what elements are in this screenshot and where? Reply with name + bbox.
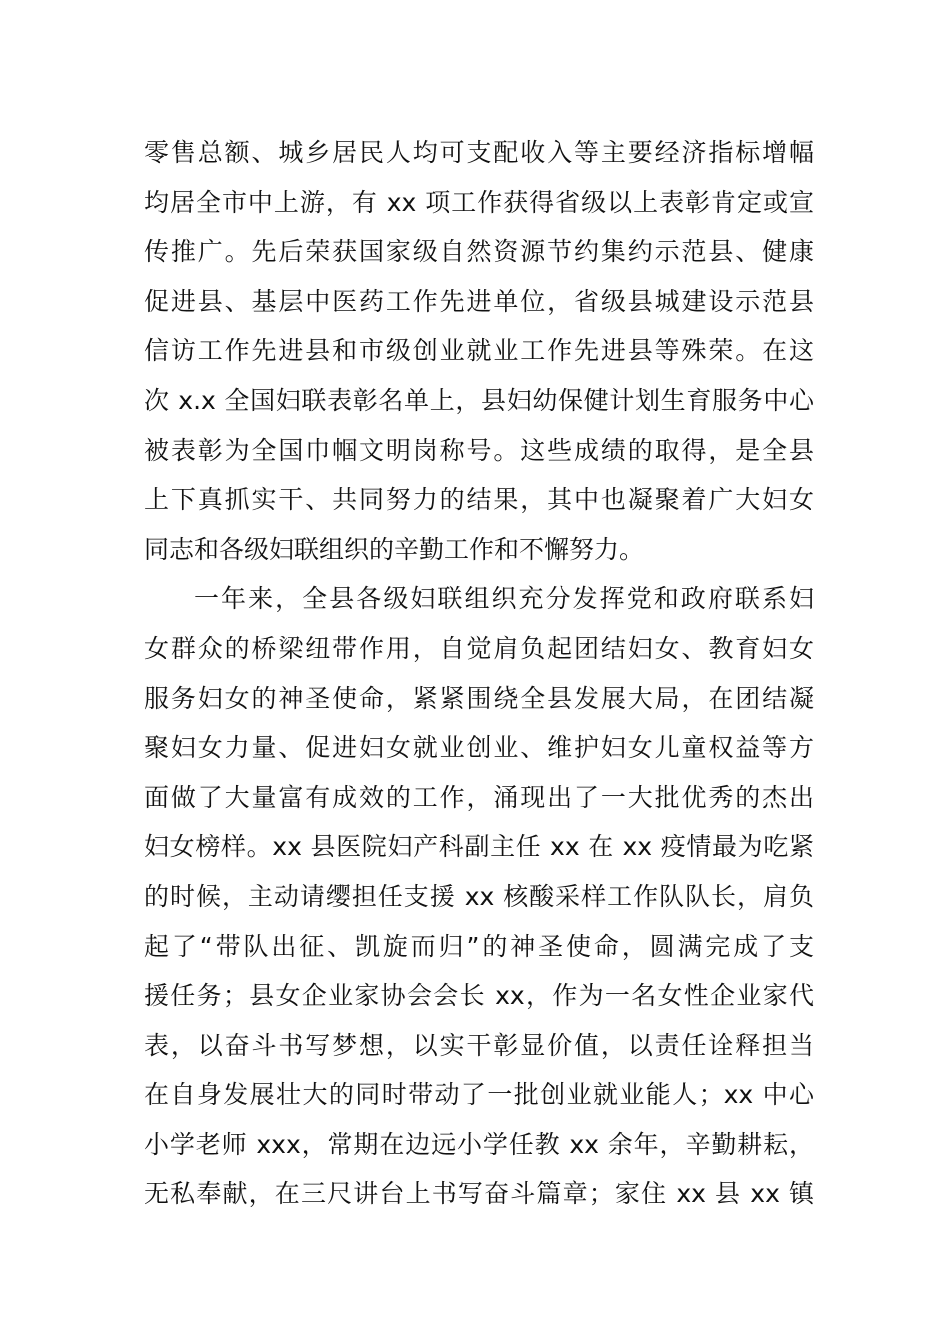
text-line: 妇女榜样。xx 县医院妇产科副主任 xx 在 xx 疫情最为吃紧 [144,832,814,862]
text-line: 信访工作先进县和市级创业就业工作先进县等殊荣。在这 [144,336,814,366]
text-line: 次 x.x 全国妇联表彰名单上，县妇幼保健计划生育服务中心 [144,385,814,415]
text-line: 零售总额、城乡居民人均可支配收入等主要经济指标增幅 [144,138,814,167]
text-line: 的时候，主动请缨担任支援 xx 核酸采样工作队队长，肩负 [144,881,814,911]
text-line: 小学老师 xxx，常期在边远小学任教 xx 余年，辛勤耕耘， [144,1129,814,1159]
text-line: 聚妇女力量、促进妇女就业创业、维护妇女儿童权益等方 [144,733,814,763]
text-line: 均居全市中上游，有 xx 项工作获得省级以上表彰肯定或宣 [144,187,814,217]
text-line: 在自身发展壮大的同时带动了一批创业就业能人；xx 中心 [144,1080,814,1110]
paragraph-start-line: 一年来，全县各级妇联组织充分发挥党和政府联系妇 [194,584,814,614]
text-line: 被表彰为全国巾帼文明岗称号。这些成绩的取得，是全县 [144,435,814,465]
text-line: 无私奉献，在三尺讲台上书写奋斗篇章；家住 xx 县 xx 镇 [144,1179,814,1209]
body-text [144,128,814,1219]
text-line: 上下真抓实干、共同努力的结果，其中也凝聚着广大妇女 [144,485,814,515]
text-line: 面做了大量富有成效的工作，涌现出了一大批优秀的杰出 [144,782,814,812]
text-line: 服务妇女的神圣使命，紧紧围绕全县发展大局，在团结凝 [144,683,814,713]
text-line: 援任务；县女企业家协会会长 xx，作为一名女性企业家代 [144,981,814,1011]
text-line: 起了“带队出征、凯旋而归”的神圣使命，圆满完成了支 [144,931,814,961]
text-line: 女群众的桥梁纽带作用，自觉肩负起团结妇女、教育妇女 [144,633,814,663]
paragraph-end-line: 同志和各级妇联组织的辛勤工作和不懈努力。 [144,534,645,564]
text-line: 传推广。先后荣获国家级自然资源节约集约示范县、健康 [144,237,814,267]
text-line: 促进县、基层中医药工作先进单位，省级县城建设示范县 [144,286,814,316]
text-line: 表，以奋斗书写梦想，以实干彰显价值，以责任诠释担当 [144,1030,814,1060]
